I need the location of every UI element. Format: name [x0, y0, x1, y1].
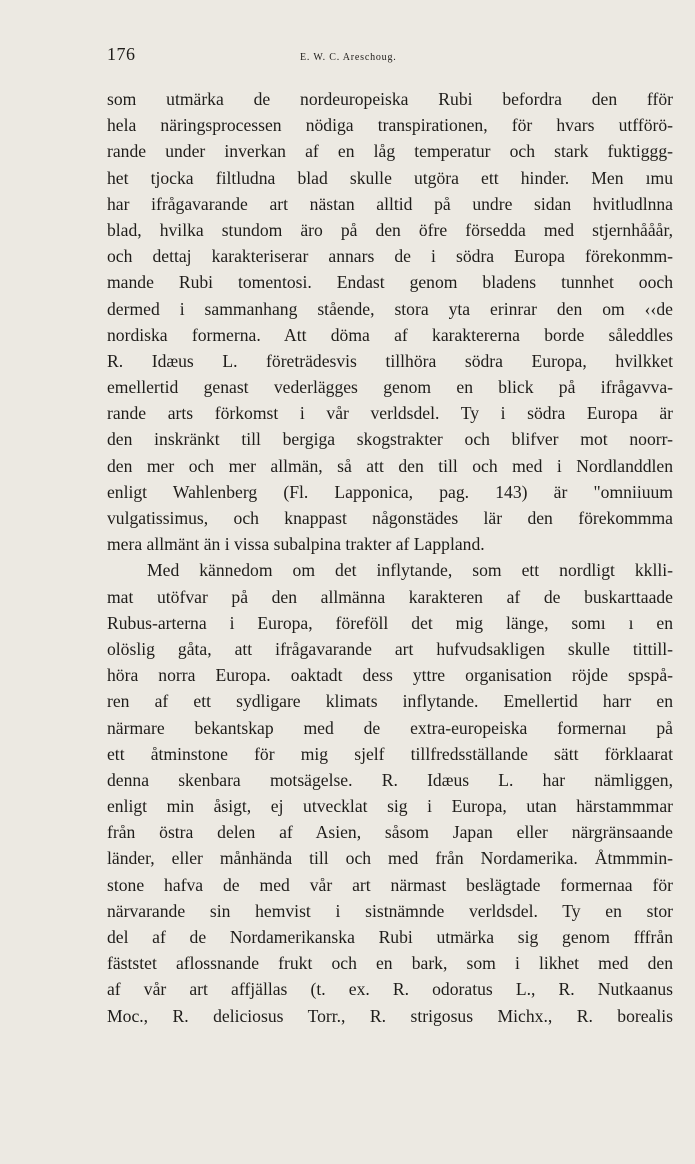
text-line: emellertid genast vederlägges genom en blick på ifrågavva- — [107, 377, 673, 398]
text-line: R. Idæus L. företrädesvis tillhöra södra Europa, hvilkket — [107, 350, 673, 371]
text-line: höra norra Europa. oaktadt dess yttre organisation röjde spspå- — [107, 665, 673, 686]
text-line: den mer och mer allmän, så att den till och med i Nordlanddlen — [107, 455, 673, 476]
text-line: rande arts förkomst i vår verldsdel. Ty i södra Europa är — [107, 403, 673, 424]
text-line: mera allmänt än i vissa subalpina trakter af Lappland. — [107, 534, 485, 555]
text-line: enligt min åsigt, ej utvecklat sig i Europa, utan härstammmar — [107, 796, 673, 817]
text-line: den inskränkt till bergiga skogstrakter och blifver mot noorr- — [107, 429, 673, 450]
text-line: denna skenbara motsägelse. R. Idæus L. har nämliggen, — [107, 769, 673, 790]
body-text — [107, 86, 673, 1029]
text-line: mande Rubi tomentosi. Endast genom bladens tunnhet ooch — [107, 272, 673, 293]
text-line: Med kännedom om det inflytande, som ett nordligt kklli- — [147, 560, 673, 581]
text-line: nordiska formerna. Att döma af karaktererna borde såleddles — [107, 324, 673, 345]
running-head: E. W. C. Areschoug. — [300, 52, 397, 63]
text-line: och dettaj karakteriserar annars de i södra Europa förekonmm- — [107, 246, 673, 267]
text-line: vulgatissimus, och knappast någonstädes lär den förekommma — [107, 508, 673, 528]
page-header — [107, 44, 667, 68]
text-line: Moc., R. deliciosus Torr., R. strigosus Michx., R. borealis — [107, 1005, 673, 1026]
text-line: af vår art affjällas (t. ex. R. odoratus L., R. Nutkaanus — [107, 979, 673, 1000]
text-line: från östra delen af Asien, såsom Japan eller närgränsaande — [107, 822, 673, 843]
text-line: har ifrågavarande art nästan alltid på undre sidan hvitludlnna — [107, 193, 673, 214]
text-line: som utmärka de nordeuropeiska Rubi befordra den fför — [107, 89, 673, 109]
text-line: blad, hvilka stundom äro på den öfre försedda med stjernhååår, — [107, 219, 673, 240]
text-line: Rubus-arterna i Europa, föreföll det mig länge, somı ı en — [107, 612, 673, 633]
text-line: rande under inverkan af en låg temperatur och stark fuktiggg- — [107, 141, 673, 162]
text-line: närvarande sin hemvist i sistnämnde verldsdel. Ty en stor — [107, 900, 673, 921]
text-line: enligt Wahlenberg (Fl. Lapponica, pag. 143) är "omniiuum — [107, 481, 673, 502]
text-line: het tjocka filtludna blad skulle utgöra ett hinder. Men ımu — [107, 167, 673, 188]
text-line: ett åtminstone för mig sjelf tillfredsställande sätt förklaarat — [107, 743, 673, 764]
text-line: del af de Nordamerikanska Rubi utmärka sig genom fffrån — [107, 927, 673, 947]
text-line: dermed i sammanhang stående, stora yta erinrar den om ‹‹de — [107, 298, 673, 319]
text-line: olöslig gåta, att ifrågavarande art hufvudsakligen skulle tittill- — [107, 638, 673, 659]
text-line: ren af ett sydligare klimats inflytande. Emellertid harr en — [107, 691, 673, 712]
paragraph — [107, 557, 673, 1028]
text-line: närmare bekantskap med de extra-europeiska formernaı på — [107, 717, 673, 738]
paragraph — [107, 86, 673, 557]
text-line: hela näringsprocessen nödiga transpirationen, för hvars utfförö- — [107, 115, 673, 136]
text-line: stone hafva de med vår art närmast beslägtade formernaa för — [107, 874, 673, 895]
text-line: fäststet aflossnande frukt och en bark, som i likhet med den — [107, 953, 673, 974]
text-line: mat utöfvar på den allmänna karakteren af de buskarttaade — [107, 586, 673, 607]
page-number: 176 — [107, 44, 136, 64]
text-line: länder, eller månhända till och med från Nordamerika. Åtmmmin- — [107, 848, 673, 869]
